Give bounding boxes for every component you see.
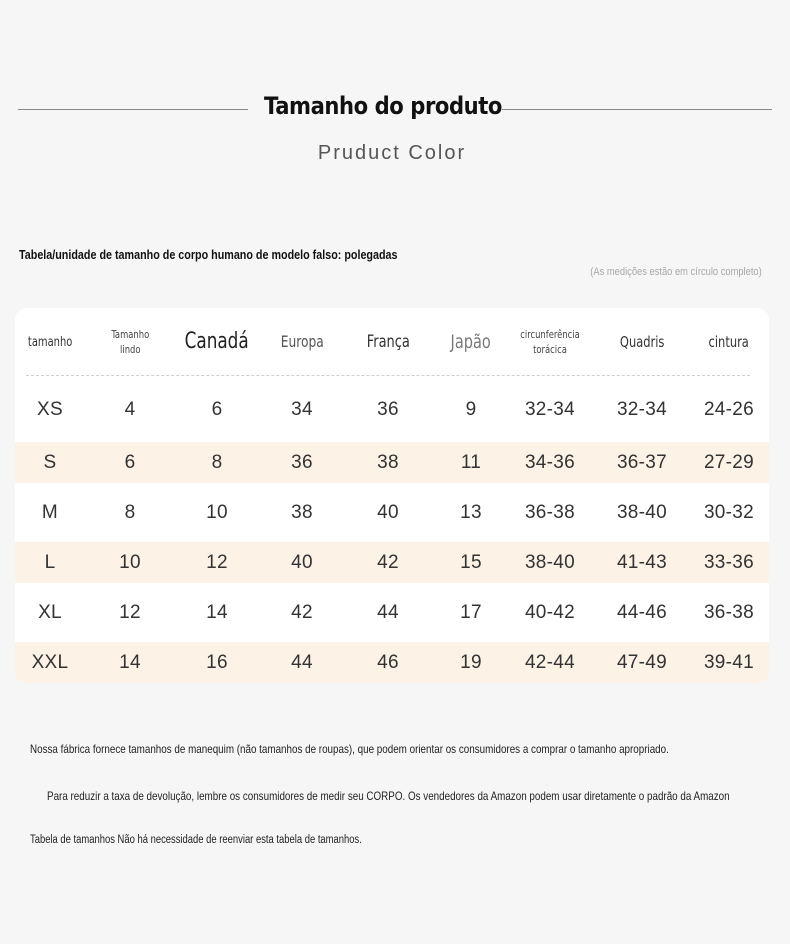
table-row [15, 389, 769, 430]
table-cell: 36 [291, 451, 313, 473]
header-cell [260, 308, 344, 376]
header-label: lindo [119, 343, 141, 356]
header-label: circunferência [520, 328, 580, 341]
table-cell: M [41, 501, 59, 523]
table-cell: 42 [291, 601, 313, 623]
table-cell: 46 [377, 651, 399, 673]
table-cell: XXL [31, 651, 69, 673]
table-cell: 17 [460, 601, 482, 623]
header-divider [26, 375, 750, 376]
table-cell: L [44, 551, 56, 573]
table-cell: 8 [124, 501, 136, 523]
header-cell [429, 308, 513, 376]
table-cell: 38-40 [616, 501, 668, 523]
table-cell: 42-44 [524, 651, 576, 673]
table-cell: XS [37, 398, 63, 420]
table-cell: 42 [377, 551, 399, 573]
table-cell: 36-38 [524, 501, 576, 523]
table-cell: 41-43 [616, 551, 668, 573]
table-cell: 36-38 [703, 601, 755, 623]
table-cell: 9 [465, 398, 477, 420]
table-cell: 40 [377, 501, 399, 523]
measurement-note: (As medições estão em círculo completo) [590, 266, 762, 278]
table-cell: 12 [206, 551, 228, 573]
table-cell: 38-40 [524, 551, 576, 573]
table-header [15, 308, 769, 376]
table-cell: 40 [291, 551, 313, 573]
header-cell [600, 308, 684, 376]
table-cell: 34 [291, 398, 313, 420]
size-table [15, 308, 769, 683]
table-cell: 4 [124, 398, 136, 420]
table-cell: 6 [124, 451, 136, 473]
table-cell: 34-36 [524, 451, 576, 473]
table-cell: 44-46 [616, 601, 668, 623]
table-cell: S [43, 451, 57, 473]
header-label: Japão [450, 330, 492, 353]
header-cell [15, 308, 92, 376]
table-cell: 30-32 [703, 501, 755, 523]
table-cell: 38 [291, 501, 313, 523]
table-row [15, 442, 769, 483]
table-cell: 27-29 [703, 451, 755, 473]
table-cell: 6 [211, 398, 223, 420]
table-cell: 16 [206, 651, 228, 673]
header-cell [508, 308, 592, 376]
table-cell: 8 [211, 451, 223, 473]
table-cell: 10 [119, 551, 141, 573]
header-label: Quadris [619, 332, 665, 351]
table-row [15, 542, 769, 583]
header-cell [687, 308, 769, 376]
page-title: Tamanho do produto [263, 92, 502, 120]
table-cell: 40-42 [524, 601, 576, 623]
header-cell [175, 308, 259, 376]
header-label: cintura [708, 332, 750, 351]
table-cell: 36-37 [616, 451, 668, 473]
table-cell: 44 [291, 651, 313, 673]
table-cell: 14 [119, 651, 141, 673]
header-label: França [366, 331, 410, 352]
footer-note-2: Para reduzir a taxa de devolução, lembre os consumidores de medir seu CORPO. Os vendedores da Amazon podem usar diretamente o padrão da Amazon [47, 789, 730, 803]
table-cell: 19 [460, 651, 482, 673]
header-cell [88, 308, 172, 376]
table-caption: Tabela/unidade de tamanho de corpo humano de modelo falso: polegadas [19, 248, 398, 262]
table-cell: 12 [119, 601, 141, 623]
table-cell: 10 [206, 501, 228, 523]
table-cell: 39-41 [703, 651, 755, 673]
table-cell: 32-34 [616, 398, 668, 420]
table-cell: 15 [460, 551, 482, 573]
header-label: Canadá [184, 329, 250, 354]
header-label: torácica [533, 343, 567, 356]
header-label: Europa [280, 332, 324, 351]
table-cell: 32-34 [524, 398, 576, 420]
table-cell: 47-49 [616, 651, 668, 673]
header-cell [346, 308, 430, 376]
footer-note-1: Nossa fábrica fornece tamanhos de manequim (não tamanhos de roupas), que podem orientar os consumidores a comprar o tamanho apropriado. [30, 742, 669, 756]
table-cell: 14 [206, 601, 228, 623]
footer-note-3: Tabela de tamanhos Não há necessidade de reenviar esta tabela de tamanhos. [30, 834, 362, 846]
table-cell: 44 [377, 601, 399, 623]
header-label: Tamanho [111, 328, 149, 341]
table-row [15, 592, 769, 633]
table-cell: 38 [377, 451, 399, 473]
table-cell: XL [38, 601, 62, 623]
table-row [15, 642, 769, 683]
table-cell: 24-26 [703, 398, 755, 420]
table-cell: 33-36 [703, 551, 755, 573]
table-cell: 13 [460, 501, 482, 523]
table-cell: 11 [460, 451, 482, 473]
table-cell: 36 [377, 398, 399, 420]
page-subtitle: Pruduct Color [317, 142, 467, 164]
table-row [15, 492, 769, 533]
header-label: tamanho [27, 334, 73, 350]
